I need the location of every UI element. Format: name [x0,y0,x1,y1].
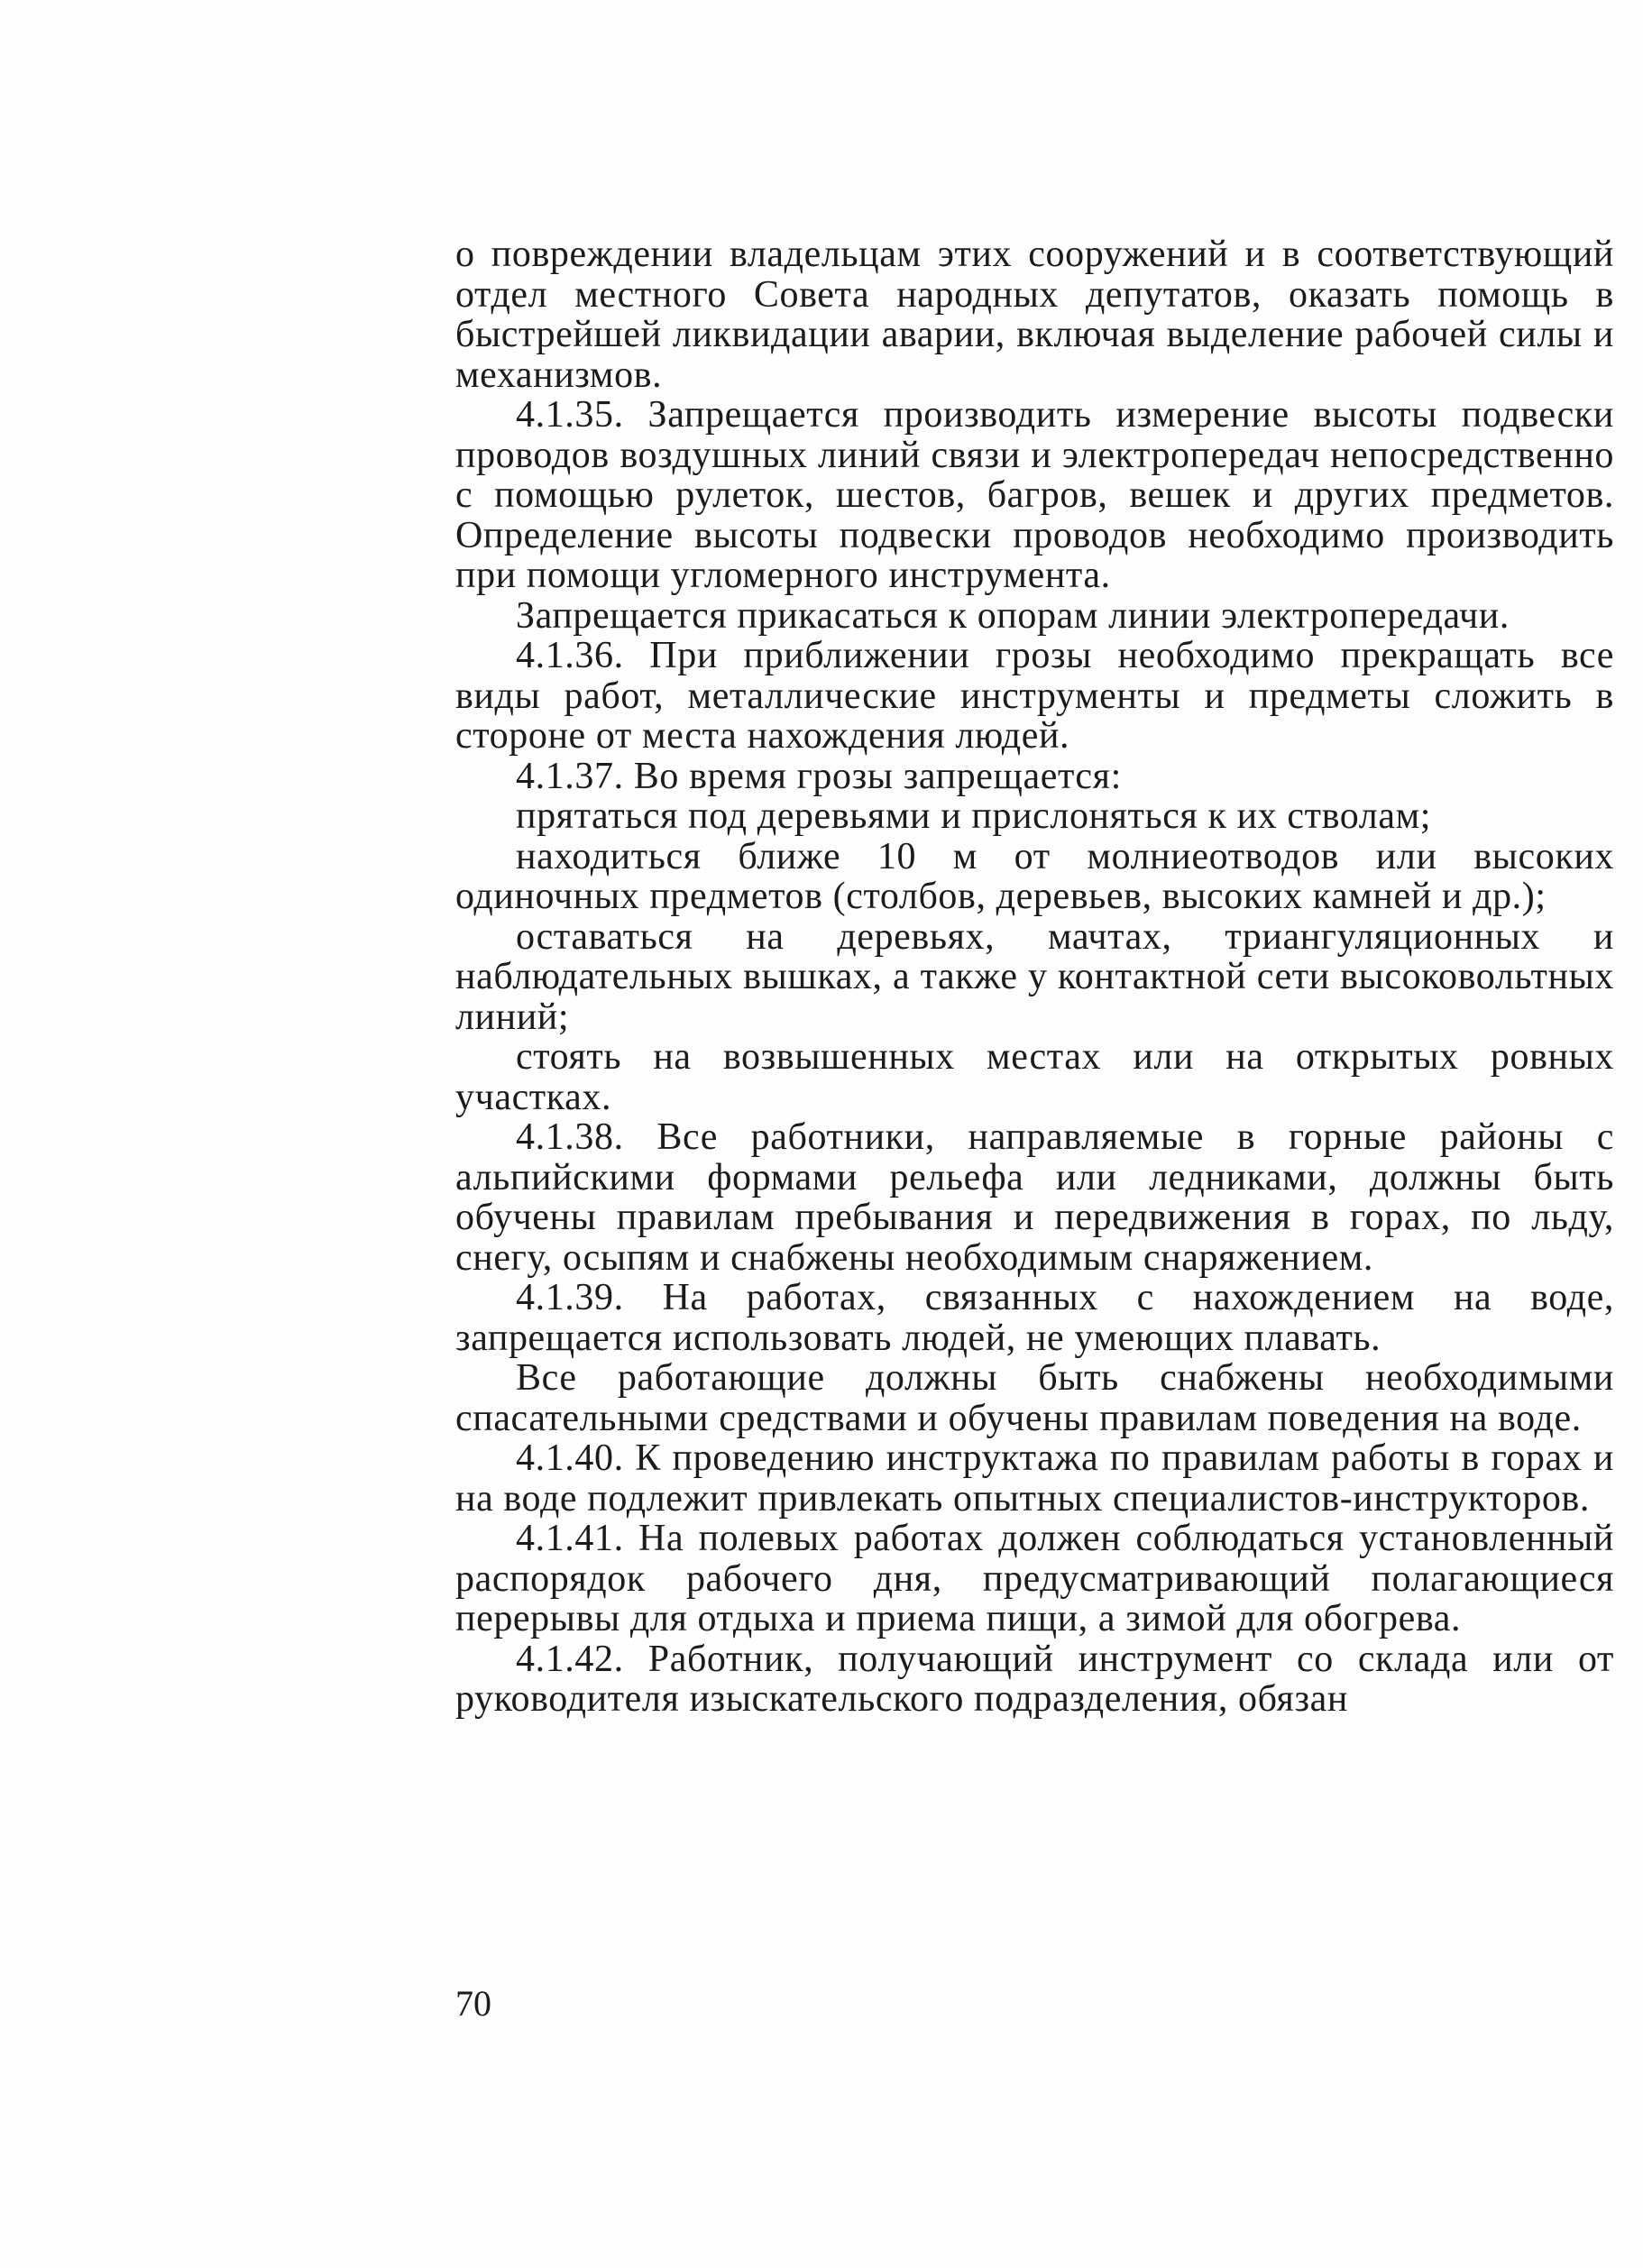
paragraph-rescue-equipment: Все работающие должны быть снабжены необходимыми спасательными средствами и обучены правилам поведения на воде. [455,1357,1614,1439]
paragraph-4-1-40: 4.1.40. К проведению инструктажа по правилам работы в горах и на воде подлежит привлекать опытных специалистов-инструкторов. [455,1437,1614,1520]
body-text [455,234,1614,1720]
paragraph-4-1-42: 4.1.42. Работник, получающий инструмент со склада или от руководителя изыскательского подразделения, обязан [455,1638,1614,1720]
list-item-open-areas: стоять на возвышенных местах или на открытых ровных участках. [455,1036,1614,1118]
paragraph-4-1-38: 4.1.38. Все работники, направляемые в горные районы с альпийскими формами рельефа или ледниками, должны быть обучены правилам пребывания и передвижения в горах, по льду, снегу, осыпям и снабжены необходимым снаряжением. [455,1116,1614,1279]
paragraph-4-1-37: 4.1.37. Во время грозы запрещается: [516,755,1122,797]
list-item-lightning-rods: находиться ближе 10 м от молниеотводов или высоких одиночных предметов (столбов, деревьев, высоких камней и др.); [455,835,1614,917]
paragraph-continuation: о повреждении владельцам этих сооружений и в соответствующий отдел местного Совета народных депутатов, оказать помощь в быстрейшей ликвидации аварии, включая выделение рабочей силы и механизмов. [455,234,1614,396]
paragraph-4-1-35: 4.1.35. Запрещается производить измерение высоты подвески проводов воздушных линий связи и электропередач непосредственно с помощью рулеток, шестов, багров, вешек и других предметов. Определение высоты подвески проводов необходимо производить при помощи угломерного инструмента. [455,394,1614,596]
list-item-masts: оставаться на деревьях, мачтах, триангуляционных и наблюдательных вышках, а также у контактной сети высоковольтных линий; [455,915,1614,1038]
list-item-trees: прятаться под деревьями и прислоняться к их стволам; [516,795,1432,837]
paragraph-4-1-41: 4.1.41. На полевых работах должен соблюдаться установленный распорядок рабочего дня, предусматривающий полагающиеся перерывы для отдыха и приема пищи, а зимой для обогрева. [455,1518,1614,1639]
paragraph-4-1-36: 4.1.36. При приближении грозы необходимо прекращать все виды работ, металлические инструменты и предметы сложить в стороне от места нахождения людей. [455,635,1614,757]
paragraph-4-1-39: 4.1.39. На работах, связанных с нахождением на воде, запрещается использовать людей, не умеющих плавать. [455,1277,1614,1359]
paragraph-prohibition-supports: Запрещается прикасаться к опорам линии электропередачи. [516,594,1510,637]
page-number: 70 [455,1983,491,2024]
